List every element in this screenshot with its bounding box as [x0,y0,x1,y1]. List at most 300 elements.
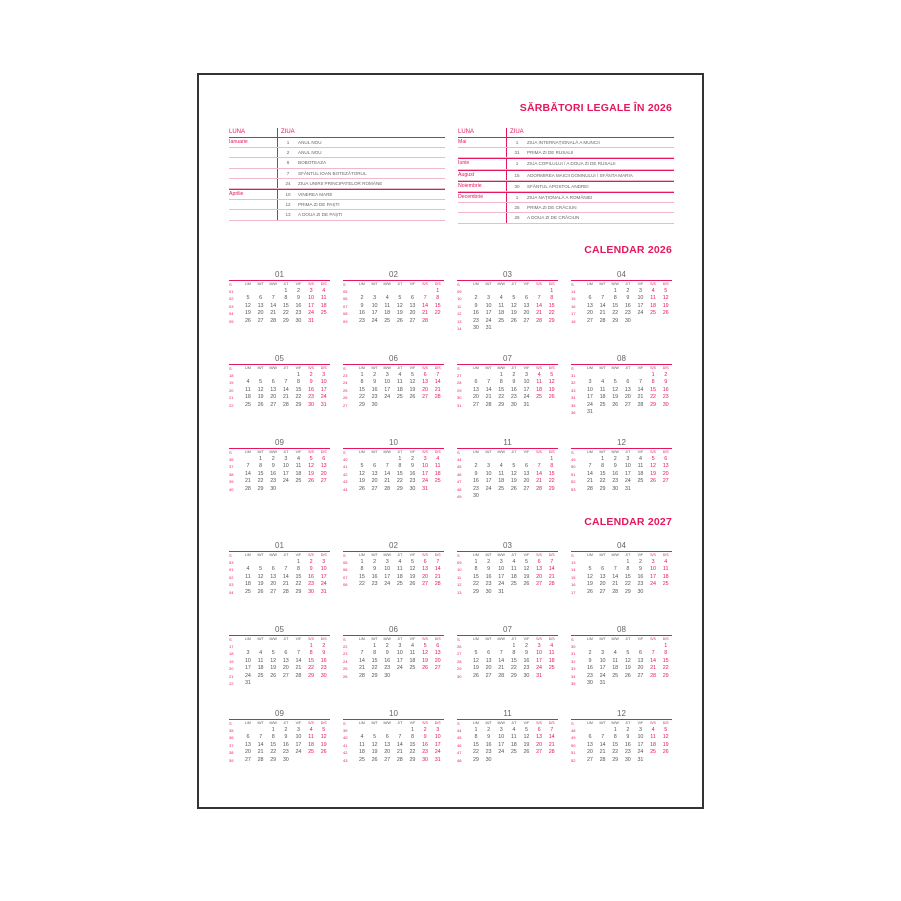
day-cell: 11 [245,573,251,580]
month-08 [571,625,672,701]
day-cell [305,757,318,764]
week-number: 39 [229,479,234,485]
day-cell: 22 [434,310,441,317]
holiday-row [229,200,445,210]
week-row [229,650,330,657]
month-10 [343,709,444,785]
day-cell: 18 [612,665,619,672]
day-cell [406,673,419,680]
day-cell: 9 [626,295,630,302]
day-cell: 18 [536,386,543,393]
week-row [343,478,444,485]
day-cell: 7 [613,566,617,573]
day-cell: 18 [434,470,441,477]
month-03 [457,541,558,617]
day-cell: 13 [270,573,277,580]
day-cell: 15 [358,573,365,580]
day-cell: 11 [359,741,365,748]
day-cell [533,325,546,332]
day-cell: 5 [664,727,668,733]
day-cell: 9 [613,463,617,470]
day-cell: 14 [548,566,555,573]
weekday-label: V/F [295,282,302,286]
day-cell [520,288,533,295]
day-cell [431,402,444,409]
day-cell: 22 [409,749,416,756]
day-cell: 18 [409,657,416,664]
day-cell: 17 [599,665,606,672]
day-cell: 9 [664,379,668,386]
day-cell: 5 [360,463,364,470]
day-cell: 24 [396,665,403,672]
day-cell: 23 [371,581,378,588]
holiday-day: 10 [285,191,291,197]
weekday-label: S [457,721,460,726]
week-number: 34 [571,395,576,401]
weekday-label: D/S [320,637,327,641]
day-cell: 6 [259,295,263,302]
weekday-label: S/S [536,366,542,370]
day-cell: 10 [523,379,530,386]
day-cell: 15 [510,657,517,664]
day-cell: 6 [537,559,541,565]
day-cell: 7 [385,463,389,470]
month-name: 08 [571,625,672,636]
day-cell: 17 [396,657,403,664]
day-cell [584,456,597,463]
weekday-header [343,636,444,643]
week-row [229,372,330,379]
day-cell: 14 [599,741,606,748]
day-cell: 12 [510,470,517,477]
week-row [343,318,444,325]
day-cell: 5 [398,295,402,302]
holiday-name: ADORMIREA MAICII DOMNULUI / SFÂNTA MARIA [527,172,633,178]
weekday-label: L/M [244,553,251,557]
day-cell: 7 [436,372,440,378]
day-cell [520,325,533,332]
weekday-label: M/T [485,637,492,641]
week-number: 02 [229,574,234,580]
day-cell: 16 [308,386,315,393]
week-row [229,749,330,756]
week-row [343,372,444,379]
day-cell: 28 [637,401,644,408]
holiday-row [229,158,445,168]
week-number: 44 [457,728,462,733]
day-cell: 15 [434,302,441,309]
day-cell: 20 [257,310,264,317]
day-cell: 15 [548,470,555,477]
day-cell: 3 [601,650,605,657]
week-number: 47 [457,479,462,485]
day-cell: 4 [246,379,250,386]
weekday-label: D/S [548,721,555,725]
day-cell: 14 [282,386,289,393]
day-cell [242,727,255,734]
weekday-label: V/F [523,450,530,454]
weekday-header [571,636,672,643]
weekday-label: D/S [662,553,669,557]
day-cell: 27 [599,588,606,595]
day-cell: 20 [270,394,277,401]
week-row [343,574,444,581]
day-cell: 27 [523,485,530,492]
week-number: 50 [571,464,576,470]
day-cell: 18 [498,310,505,317]
calendar-sheet [197,73,704,809]
day-cell: 16 [371,573,378,580]
day-cell: 15 [295,386,302,393]
day-cell: 21 [548,573,555,580]
day-cell: 29 [548,485,555,492]
week-row [343,742,444,749]
day-cell [609,559,622,566]
day-cell: 11 [650,734,656,741]
day-cell: 13 [523,302,530,309]
calendar-2026-title: CALENDAR 2026 [584,244,672,256]
day-cell: 23 [510,394,517,401]
day-cell: 6 [410,295,414,302]
holiday-day: 7 [286,170,290,176]
weekday-label: M/T [371,282,378,286]
day-cell: 5 [524,727,528,733]
weekday-header [229,552,330,559]
day-cell: 27 [244,756,251,763]
day-cell: 24 [536,665,543,672]
day-cell: 6 [271,566,275,573]
day-cell: 11 [434,463,441,470]
day-cell: 11 [245,386,251,393]
week-row [457,734,558,741]
day-cell: 2 [638,559,642,565]
day-cell: 7 [550,727,554,733]
day-cell: 27 [320,478,327,485]
day-cell: 20 [624,394,631,401]
day-cell: 22 [396,478,403,485]
day-cell: 9 [385,650,389,657]
day-cell: 10 [422,463,429,470]
weekday-label: J/T [397,366,403,370]
day-cell: 5 [410,372,414,378]
weekday-label: V/F [523,366,530,370]
weekday-label: S [457,366,460,371]
day-cell: 11 [511,566,517,573]
week-row [457,372,558,379]
day-cell: 11 [397,566,403,573]
day-cell: 9 [626,734,630,741]
day-cell: 7 [271,295,275,302]
weekday-label: J/T [283,282,289,286]
day-cell [431,318,444,325]
weekday-label: D/S [662,282,669,286]
weekday-label: M/T [485,366,492,370]
month-name: 10 [343,709,444,720]
week-number: 30 [571,644,576,649]
day-cell: 26 [422,665,429,672]
week-number: 25 [343,666,348,672]
day-cell: 13 [472,386,479,393]
week-row [229,387,330,394]
day-cell: 12 [358,470,365,477]
day-cell: 31 [637,756,644,763]
day-cell: 11 [536,379,542,386]
day-cell [659,409,672,416]
day-cell [406,288,419,295]
week-row [571,387,672,394]
weekday-label: S [229,366,232,371]
day-cell: 23 [637,581,644,588]
day-cell: 26 [358,485,365,492]
day-cell: 5 [309,456,313,462]
day-cell: 12 [371,741,378,748]
week-row [571,658,672,665]
day-cell: 19 [257,394,264,401]
week-number: 26 [343,395,348,401]
month-name: 03 [457,270,558,281]
weekday-label: J/T [511,366,517,370]
week-number: 33 [571,387,576,393]
day-cell: 27 [422,394,429,401]
weekday-label: M/T [599,450,606,454]
weekday-label: L/M [244,366,251,370]
weekday-label: S/S [308,637,314,641]
holiday-month: Mai [458,138,507,147]
week-number: 06 [343,567,348,573]
week-number: 32 [571,380,576,386]
day-cell: 13 [257,302,264,309]
day-cell: 16 [485,741,492,748]
day-cell: 17 [523,386,530,393]
day-cell: 13 [282,657,289,664]
day-cell: 31 [320,401,327,408]
day-cell: 9 [410,463,414,470]
week-row [457,566,558,573]
day-cell: 3 [436,727,440,733]
weekday-label: M/T [371,450,378,454]
day-cell: 14 [434,379,441,386]
day-cell [622,643,635,650]
day-cell: 16 [662,386,669,393]
day-cell: 25 [536,394,543,401]
day-cell: 4 [664,559,668,565]
holiday-month [229,158,278,167]
week-row [229,478,330,485]
day-cell [495,493,508,500]
day-cell: 7 [284,566,288,573]
day-cell: 15 [472,741,479,748]
day-cell [280,559,293,566]
day-cell: 20 [523,310,530,317]
day-cell: 5 [246,295,250,302]
day-cell: 5 [259,566,263,573]
day-cell [596,727,609,734]
day-cell: 12 [257,386,264,393]
day-cell: 2 [474,295,478,302]
day-cell: 5 [524,559,528,565]
day-cell [659,486,672,493]
weekday-label: M/W [269,450,277,454]
day-cell: 13 [637,657,644,664]
week-row [229,295,330,302]
week-number: 16 [571,582,576,588]
day-cell: 1 [474,559,478,565]
day-cell [394,727,407,734]
week-row [229,566,330,573]
holidays-left-list [229,138,445,221]
day-cell: 9 [487,734,491,741]
day-cell [267,288,280,295]
week-number: 13 [457,589,462,595]
month-07 [457,354,558,430]
day-cell: 4 [410,643,414,649]
weekday-label: S [571,553,574,558]
day-cell: 17 [371,310,378,317]
weekday-label: S/S [650,366,656,370]
week-row [343,665,444,672]
holiday-day: 13 [285,212,291,218]
day-cell: 22 [548,478,555,485]
day-cell [470,288,483,295]
week-number: 23 [343,651,348,657]
day-cell: 6 [284,650,288,657]
day-cell: 20 [586,310,593,317]
week-row [457,486,558,493]
day-cell [254,372,267,379]
day-cell: 25 [662,581,669,588]
day-cell: 2 [373,559,377,565]
weekday-label: S/S [536,282,542,286]
day-cell: 2 [296,288,300,294]
week-number: 17 [229,644,234,649]
week-row [343,303,444,310]
day-cell [406,402,419,409]
day-cell [356,643,369,650]
week-row [457,379,558,386]
day-cell: 20 [409,310,416,317]
day-cell: 22 [270,749,277,756]
day-cell: 27 [270,401,277,408]
week-number: 33 [571,666,576,672]
day-cell: 26 [510,317,517,324]
day-cell: 13 [270,386,277,393]
day-cell [609,409,622,416]
month-06 [343,354,444,430]
day-cell [242,456,255,463]
day-cell [596,372,609,379]
weekday-label: J/T [625,637,631,641]
day-cell: 9 [309,379,313,386]
day-cell: 23 [662,394,669,401]
week-number: 49 [571,735,576,741]
day-cell: 23 [485,581,492,588]
day-cell [584,727,597,734]
day-cell: 2 [423,727,427,733]
day-cell: 9 [512,379,516,386]
weekday-label: S [229,721,232,726]
day-cell: 30 [282,756,289,763]
day-cell: 23 [586,672,593,679]
day-cell [292,680,305,687]
day-cell: 13 [384,741,391,748]
week-number: 29 [457,387,462,393]
weekday-label: M/W [611,721,619,725]
weekday-label: S/S [422,721,428,725]
day-cell: 22 [599,478,606,485]
week-row [571,574,672,581]
day-cell: 15 [599,470,606,477]
day-cell: 3 [398,643,402,649]
day-cell: 3 [322,372,326,378]
day-cell: 23 [371,394,378,401]
weekday-label: S/S [422,637,428,641]
day-cell: 14 [548,734,555,741]
day-cell: 21 [295,665,302,672]
week-row [343,310,444,317]
day-cell: 19 [548,386,555,393]
day-cell: 30 [384,672,391,679]
day-cell: 17 [485,310,492,317]
day-cell: 3 [296,727,300,733]
day-cell: 29 [358,401,365,408]
day-cell: 17 [282,470,289,477]
week-row [229,318,330,325]
day-cell: 10 [384,566,391,573]
day-cell: 29 [257,485,264,492]
day-cell: 4 [601,379,605,386]
day-cell [659,757,672,764]
weekday-label: V/F [295,721,302,725]
holiday-row [229,169,445,179]
day-cell: 20 [320,470,327,477]
day-cell: 2 [360,295,364,302]
week-row [571,372,672,379]
day-cell: 16 [270,470,277,477]
day-cell: 14 [422,302,429,309]
day-cell: 6 [487,650,491,657]
week-number: 38 [229,750,234,756]
day-cell [545,402,558,409]
weekday-label: L/M [472,450,479,454]
day-cell: 7 [601,734,605,741]
weekday-header [343,552,444,559]
day-cell: 9 [360,302,364,309]
day-cell [470,643,483,650]
holiday-day: 1 [515,161,519,167]
day-cell: 1 [651,372,655,378]
weekday-label: L/M [358,721,365,725]
holiday-name: PRIMA ZI DE PAȘTI [298,202,340,208]
day-cell: 26 [409,581,416,588]
day-cell: 10 [434,734,441,741]
day-cell: 21 [396,749,403,756]
week-number: 14 [457,325,462,331]
month-04 [571,541,672,617]
day-cell: 5 [271,650,275,657]
week-number: 42 [343,471,348,477]
day-cell: 26 [409,394,416,401]
week-number: 09 [457,289,462,294]
day-cell: 8 [284,295,288,302]
day-cell: 27 [485,672,492,679]
day-cell: 5 [410,559,414,565]
day-cell: 22 [624,581,631,588]
holiday-month [229,200,278,209]
week-number: 04 [229,589,234,595]
week-number: 45 [457,735,462,741]
week-number: 37 [229,464,234,470]
day-cell: 1 [550,288,554,294]
